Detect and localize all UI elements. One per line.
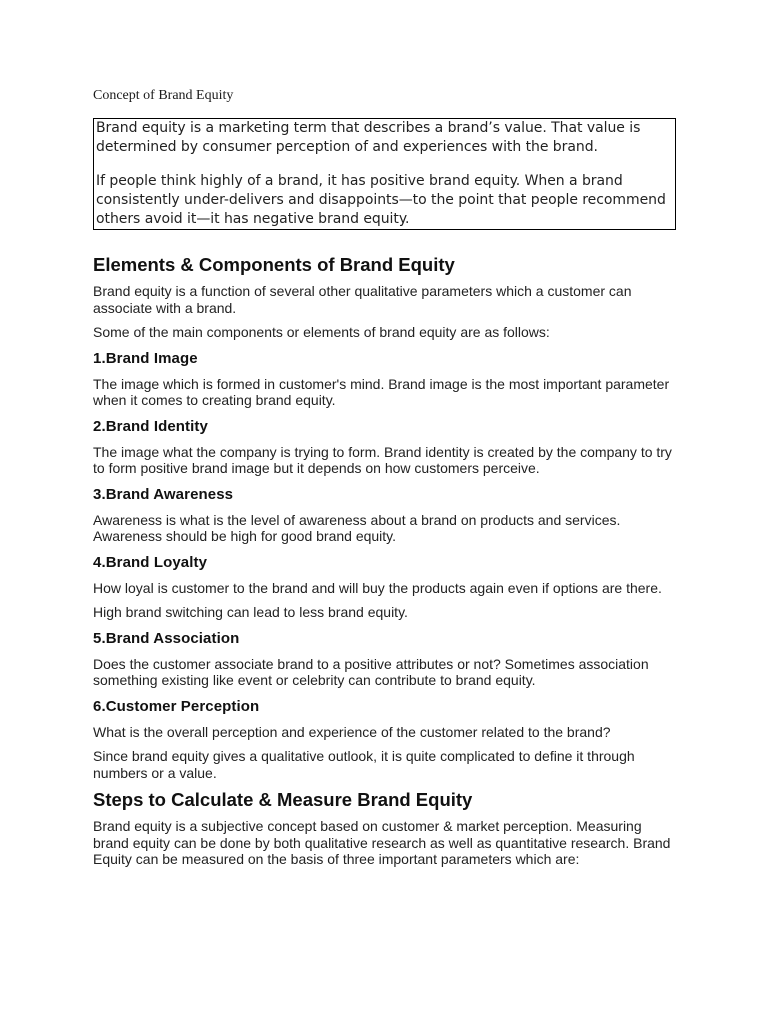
item-paragraph: What is the overall perception and experience of the customer related to the brand? [93, 723, 611, 740]
section-heading-elements: Elements & Components of Brand Equity [93, 254, 455, 275]
item-paragraph: How loyal is customer to the brand and will buy the products again even if options are there. [93, 579, 662, 596]
section-paragraph: Brand equity is a subjective concept based on customer & market perception. Measuring brand equity can be done by both qualitative research as well as quantitative research. Brand Equity can be measured on the basis of three important parameters which are: [93, 818, 671, 867]
section-paragraph: Brand equity is a function of several other qualitative parameters which a customer can associate with a brand. [93, 283, 632, 316]
document-title: Concept of Brand Equity [93, 88, 234, 103]
document-page [93, 86, 678, 876]
section-paragraph: Some of the main components or elements of brand equity are as follows: [93, 324, 550, 340]
intro-box [93, 118, 676, 230]
item-heading-brand-image: 1.Brand Image [93, 349, 198, 367]
item-heading-brand-loyalty: 4.Brand Loyalty [93, 553, 208, 571]
item-paragraph: Does the customer associate brand to a positive attributes or not? Sometimes association something existing like event or celebrity can contribute to brand equity. [93, 655, 649, 688]
item-paragraph: The image which is formed in customer's mind. Brand image is the most important parameter when it comes to creating brand equity. [93, 375, 670, 408]
item-heading-brand-awareness: 3.Brand Awareness [93, 485, 234, 503]
item-paragraph: The image what the company is trying to form. Brand identity is created by the company to try to form positive brand image but it depends on how customers perceive. [93, 443, 672, 476]
item-paragraph: High brand switching can lead to less brand equity. [93, 604, 408, 620]
item-paragraph: Awareness is what is the level of awareness about a brand on products and services. Awareness should be high for good brand equity. [93, 511, 621, 544]
item-heading-customer-perception: 6.Customer Perception [93, 697, 260, 715]
intro-paragraph-2: If people think highly of a brand, it has positive brand equity. When a brand consistently under-delivers and disappoints—to the point that people recommend others avoid it—it has negative brand equity. [96, 173, 666, 227]
item-paragraph: Since brand equity gives a qualitative outlook, it is quite complicated to define it through numbers or a value. [93, 748, 635, 781]
intro-paragraph-1: Brand equity is a marketing term that describes a brand’s value. That value is determined by consumer perception of and experiences with the brand. [96, 120, 641, 155]
item-heading-brand-identity: 2.Brand Identity [93, 417, 208, 435]
item-heading-brand-association: 5.Brand Association [93, 629, 240, 647]
section-heading-steps: Steps to Calculate & Measure Brand Equity [93, 789, 473, 810]
